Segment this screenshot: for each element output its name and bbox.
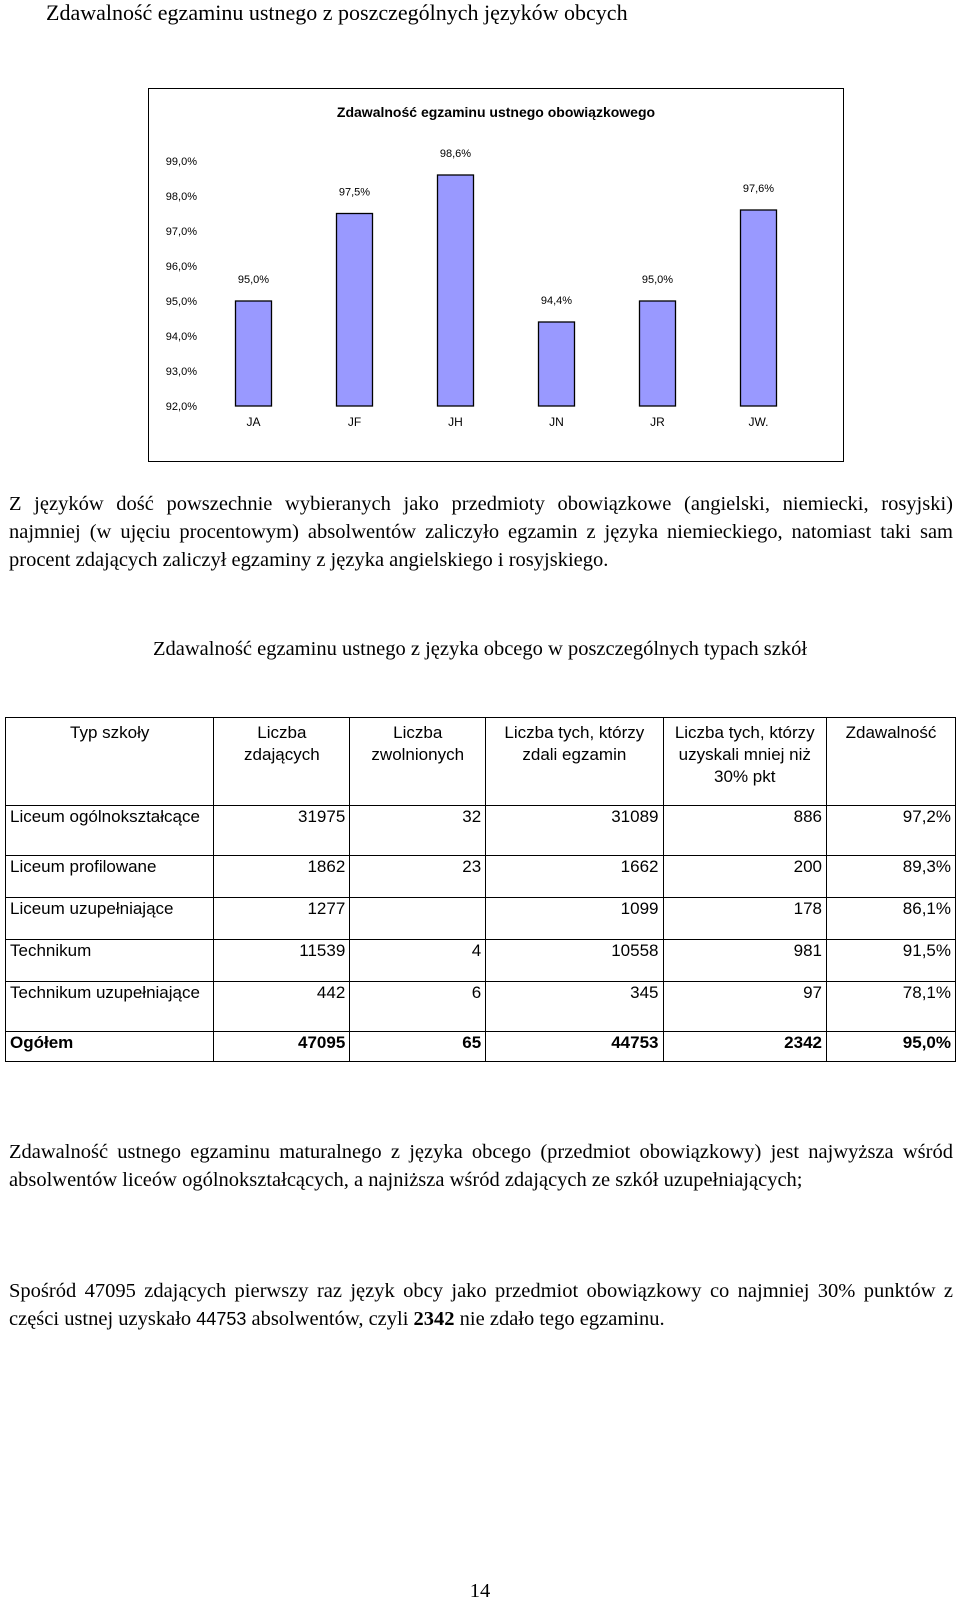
cell-school-type: Technikum: [6, 940, 214, 982]
cell-exempted: 23: [350, 856, 486, 898]
cell-failed: 2342: [663, 1032, 827, 1062]
paragraph-totals: [9, 1277, 953, 1333]
cell-candidates: 11539: [214, 940, 350, 982]
para3-text-3: nie zdało tego egzaminu.: [459, 1308, 665, 1330]
chart-title: Zdawalność egzaminu ustnego obowiązkowego: [336, 104, 656, 120]
cell-pass-rate: 95,0%: [827, 1032, 956, 1062]
page-heading: Zdawalność egzaminu ustnego z poszczególnych języków obcych: [46, 0, 628, 25]
cell-pass-rate: 89,3%: [827, 856, 956, 898]
header-pass-rate: Zdawalność: [827, 718, 956, 806]
x-category-label: JA: [246, 415, 261, 429]
table-total-row: [6, 1032, 956, 1062]
x-category-label: JR: [650, 415, 665, 429]
cell-exempted: 6: [350, 982, 486, 1032]
cell-passed: 1662: [486, 856, 663, 898]
bar: [337, 214, 373, 407]
y-tick-label: 93,0%: [165, 366, 197, 378]
page-number: 14: [469, 1580, 491, 1602]
cell-exempted: 65: [350, 1032, 486, 1062]
cell-candidates: 442: [214, 982, 350, 1032]
y-tick-label: 92,0%: [165, 401, 197, 413]
cell-failed: 886: [663, 806, 827, 856]
table-header-row: [6, 718, 956, 806]
chart-svg: [149, 89, 843, 461]
paragraph-summary: Zdawalność ustnego egzaminu maturalnego z języka obcego (przedmiot obowiązkowy) jest najwyższa wśród absolwentów liceów ogólnokształcących, a najniższa wśród zdających ze szkół uzupełniających;: [9, 1141, 953, 1191]
bar-data-label: 97,5%: [338, 186, 371, 199]
cell-failed: 178: [663, 898, 827, 940]
x-category-label: JH: [448, 415, 463, 429]
bar-data-label: 97,6%: [742, 183, 775, 195]
cell-passed: 10558: [486, 940, 663, 982]
cell-school-type: Liceum uzupełniające: [6, 898, 214, 940]
bar-data-label: 95,0%: [641, 274, 674, 286]
results-table: [5, 717, 956, 1062]
cell-candidates: 31975: [214, 806, 350, 856]
y-tick-label: 98,0%: [165, 191, 197, 203]
cell-exempted: [350, 898, 486, 940]
header-candidates: Liczba zdających: [214, 718, 350, 806]
header-school-type: Typ szkoły: [6, 718, 214, 806]
cell-pass-rate: 78,1%: [827, 982, 956, 1032]
cell-failed: 200: [663, 856, 827, 898]
cell-school-type: Ogółem: [6, 1032, 214, 1062]
cell-pass-rate: 91,5%: [827, 940, 956, 982]
cell-passed: 345: [486, 982, 663, 1032]
table-row: [6, 982, 956, 1032]
bar: [741, 210, 777, 406]
bar: [640, 301, 676, 406]
x-category-label: JF: [347, 415, 362, 429]
y-tick-label: 97,0%: [165, 226, 197, 238]
x-category-label: JW.: [748, 415, 769, 429]
y-tick-label: 96,0%: [165, 261, 197, 273]
para3-text-1: Spośród 47095 zdających pierwszy raz język obcy jako przedmiot obowiązkowy co najmniej 30% punktów z części ustnej uzyskało: [9, 1280, 953, 1330]
para3-failed-number: 2342: [413, 1308, 455, 1330]
para3-passed-number: 44753: [196, 1309, 247, 1329]
header-failed: Liczba tych, którzy uzyskali mniej niż 30% pkt: [663, 718, 827, 806]
cell-passed: 1099: [486, 898, 663, 940]
table-row: [6, 856, 956, 898]
cell-candidates: 1862: [214, 856, 350, 898]
table-row: [6, 898, 956, 940]
paragraph-languages: Z języków dość powszechnie wybieranych jako przedmioty obowiązkowe (angielski, niemiecki, rosyjski) najmniej (w ujęciu procentowym) absolwentów zaliczyło egzamin z języka niemieckiego, natomiast taki sam procent zdających zaliczył egzaminy z języka angielskiego i rosyjskiego.: [9, 493, 953, 571]
y-tick-label: 94,0%: [165, 331, 197, 343]
table-row: [6, 806, 956, 856]
para3-text-2: absolwentów, czyli: [251, 1308, 409, 1330]
y-tick-label: 99,0%: [165, 156, 197, 168]
header-exempted: Liczba zwolnionych: [350, 718, 486, 806]
bar-data-label: 98,6%: [439, 148, 472, 160]
cell-failed: 981: [663, 940, 827, 982]
cell-pass-rate: 86,1%: [827, 898, 956, 940]
cell-failed: 97: [663, 982, 827, 1032]
bar-data-label: 95,0%: [237, 274, 270, 286]
cell-school-type: Liceum ogólnokształcące: [6, 806, 214, 856]
cell-exempted: 4: [350, 940, 486, 982]
table-row: [6, 940, 956, 982]
header-passed: Liczba tych, którzy zdali egzamin: [486, 718, 663, 806]
bar: [438, 175, 474, 406]
cell-passed: 44753: [486, 1032, 663, 1062]
cell-candidates: 47095: [214, 1032, 350, 1062]
cell-candidates: 1277: [214, 898, 350, 940]
cell-pass-rate: 97,2%: [827, 806, 956, 856]
cell-exempted: 32: [350, 806, 486, 856]
bar-chart: [148, 88, 844, 462]
bar: [236, 301, 272, 406]
cell-passed: 31089: [486, 806, 663, 856]
x-category-label: JN: [549, 415, 564, 429]
table-title: Zdawalność egzaminu ustnego z języka obcego w poszczególnych typach szkół: [152, 638, 808, 660]
y-tick-label: 95,0%: [165, 296, 197, 308]
cell-school-type: Liceum profilowane: [6, 856, 214, 898]
cell-school-type: Technikum uzupełniające: [6, 982, 214, 1032]
bar-data-label: 94,4%: [540, 295, 573, 307]
bar: [539, 322, 575, 406]
